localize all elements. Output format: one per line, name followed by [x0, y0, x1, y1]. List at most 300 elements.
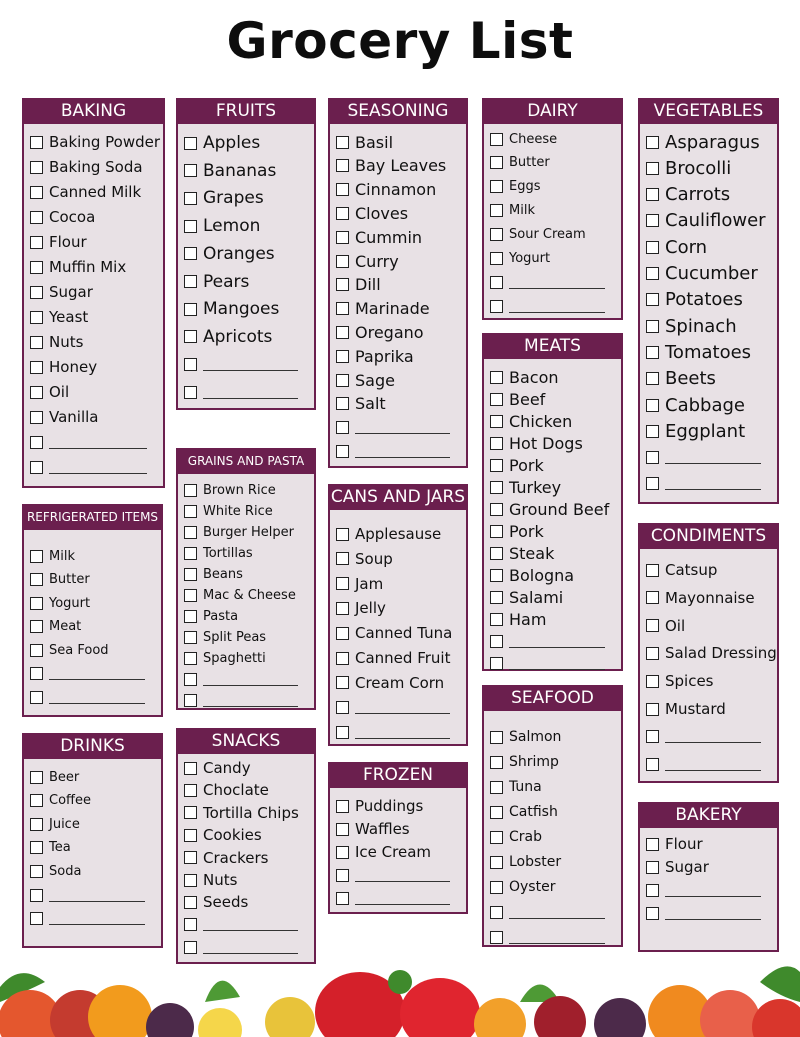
write-in-line[interactable]: [203, 694, 298, 707]
item-label: Mangoes: [203, 299, 280, 320]
list-item-salad-dressing: [646, 643, 777, 663]
item-label: Puddings: [355, 797, 424, 815]
list-item-cabbage: [646, 395, 771, 415]
checkbox[interactable]: [646, 477, 659, 490]
write-in-line[interactable]: [355, 869, 450, 882]
list-item-eggs: [490, 177, 615, 197]
item-label: Basil: [355, 132, 394, 152]
checkbox[interactable]: [336, 278, 349, 291]
list-item-cream-corn: [336, 673, 460, 693]
checkbox[interactable]: [30, 186, 43, 199]
checkbox[interactable]: [490, 806, 503, 819]
checkbox[interactable]: [184, 164, 197, 177]
list-item-oyster: [490, 877, 615, 897]
checkbox[interactable]: [30, 794, 43, 807]
checkbox[interactable]: [336, 136, 349, 149]
list-item-butter: [490, 153, 615, 173]
checkbox[interactable]: [336, 183, 349, 196]
item-label: Baking Powder: [49, 133, 161, 151]
checkbox[interactable]: [30, 573, 43, 586]
list-item-curry: [336, 251, 460, 271]
list-header: CANS AND JARS: [328, 484, 468, 510]
list-item-split-peas: [184, 627, 308, 647]
blank-list-item: [490, 296, 615, 316]
checkbox[interactable]: [336, 869, 349, 882]
blank-list-item: [30, 457, 157, 477]
item-label: Sage: [355, 370, 395, 390]
list-item-potatoes: [646, 290, 771, 310]
checkbox[interactable]: [30, 620, 43, 633]
item-label: Muffin Mix: [49, 258, 127, 276]
blank-list-item: [184, 690, 308, 710]
checkbox[interactable]: [490, 481, 503, 494]
item-label: Milk: [49, 548, 75, 564]
checkbox[interactable]: [184, 610, 197, 623]
checkbox[interactable]: [646, 293, 659, 306]
checkbox[interactable]: [490, 228, 503, 241]
item-label: Cookies: [203, 826, 262, 845]
list-item-salmon: [490, 727, 615, 747]
list-item-beets: [646, 369, 771, 389]
checkbox[interactable]: [490, 371, 503, 384]
item-label: Pears: [203, 271, 250, 292]
item-label: Brocolli: [665, 157, 732, 179]
list-item-canned-tuna: [336, 623, 460, 643]
checkbox[interactable]: [30, 771, 43, 784]
list-header: MEATS: [482, 333, 623, 359]
item-label: Grapes: [203, 188, 264, 209]
checkbox[interactable]: [30, 136, 43, 149]
checkbox[interactable]: [30, 597, 43, 610]
checkbox[interactable]: [184, 829, 197, 842]
list-item-honey: [30, 357, 157, 377]
checkbox[interactable]: [646, 703, 659, 716]
checkbox[interactable]: [184, 330, 197, 343]
item-label: Ice Cream: [355, 843, 432, 861]
list-item-pasta: [184, 606, 308, 626]
list-item-cloves: [336, 203, 460, 223]
list-item-turkey: [490, 477, 615, 497]
checkbox[interactable]: [30, 436, 43, 449]
checkbox[interactable]: [646, 214, 659, 227]
list-header: FROZEN: [328, 762, 468, 788]
checkbox[interactable]: [184, 806, 197, 819]
checkbox[interactable]: [646, 591, 659, 604]
checkbox[interactable]: [490, 156, 503, 169]
write-in-line[interactable]: [665, 758, 761, 771]
list-fruits: [176, 98, 316, 410]
write-in-line[interactable]: [203, 918, 298, 931]
checkbox[interactable]: [336, 577, 349, 590]
item-label: Tortilla Chips: [203, 803, 299, 822]
checkbox[interactable]: [184, 694, 197, 707]
list-item-bay-leaves: [336, 156, 460, 176]
checkbox[interactable]: [646, 425, 659, 438]
checkbox[interactable]: [646, 564, 659, 577]
item-label: Asparagus: [665, 131, 760, 153]
checkbox[interactable]: [30, 841, 43, 854]
item-label: Lobster: [509, 854, 562, 870]
checkbox[interactable]: [336, 846, 349, 859]
checkbox[interactable]: [336, 302, 349, 315]
list-item-sour-cream: [490, 225, 615, 245]
list-item-catsup: [646, 560, 771, 580]
checkbox[interactable]: [490, 204, 503, 217]
checkbox[interactable]: [490, 831, 503, 844]
item-label: Oil: [49, 383, 70, 401]
item-label: Tomatoes: [665, 341, 752, 363]
checkbox[interactable]: [184, 652, 197, 665]
checkbox[interactable]: [184, 896, 197, 909]
checkbox[interactable]: [184, 874, 197, 887]
checkbox[interactable]: [490, 393, 503, 406]
list-item-yogurt: [30, 593, 155, 613]
item-label: Ham: [509, 609, 547, 629]
checkbox[interactable]: [336, 602, 349, 615]
write-in-line[interactable]: [665, 477, 761, 490]
checkbox[interactable]: [30, 644, 43, 657]
list-header: GRAINS AND PASTA: [176, 448, 316, 474]
item-label: Salmon: [509, 729, 562, 745]
checkbox[interactable]: [184, 673, 197, 686]
item-label: Coffee: [49, 793, 91, 809]
checkbox[interactable]: [184, 247, 197, 260]
list-meats: [482, 333, 623, 671]
item-label: Cinnamon: [355, 180, 437, 200]
checkbox[interactable]: [490, 133, 503, 146]
item-label: Butter: [509, 155, 550, 171]
checkbox[interactable]: [30, 361, 43, 374]
checkbox[interactable]: [336, 374, 349, 387]
list-header: DRINKS: [22, 733, 163, 759]
checkbox[interactable]: [646, 241, 659, 254]
checkbox[interactable]: [490, 569, 503, 582]
checkbox[interactable]: [336, 627, 349, 640]
checkbox[interactable]: [184, 137, 197, 150]
checkbox[interactable]: [30, 865, 43, 878]
write-in-line[interactable]: [203, 673, 298, 686]
checkbox[interactable]: [646, 267, 659, 280]
list-item-pork: [490, 521, 615, 541]
checkbox[interactable]: [646, 861, 659, 874]
blank-list-item: [490, 653, 615, 673]
checkbox[interactable]: [336, 528, 349, 541]
checkbox[interactable]: [490, 731, 503, 744]
checkbox[interactable]: [336, 552, 349, 565]
item-label: Candy: [203, 759, 251, 777]
blank-list-item: [646, 474, 771, 494]
list-item-chicken: [490, 411, 615, 431]
write-in-line[interactable]: [509, 635, 605, 648]
list-item-paprika: [336, 346, 460, 366]
checkbox[interactable]: [490, 415, 503, 428]
list-cans-and-jars: [328, 484, 468, 746]
item-label: Canned Tuna: [355, 624, 453, 643]
item-label: Sour Cream: [509, 227, 586, 243]
blank-list-item: [30, 687, 155, 707]
write-in-line[interactable]: [355, 701, 450, 714]
checkbox[interactable]: [184, 484, 197, 497]
checkbox[interactable]: [490, 459, 503, 472]
item-label: Nuts: [49, 333, 84, 351]
checkbox[interactable]: [336, 255, 349, 268]
checkbox[interactable]: [30, 550, 43, 563]
checkbox[interactable]: [30, 236, 43, 249]
checkbox[interactable]: [646, 136, 659, 149]
checkbox[interactable]: [184, 192, 197, 205]
blank-list-item: [336, 888, 460, 908]
checkbox[interactable]: [490, 503, 503, 516]
checkbox[interactable]: [490, 856, 503, 869]
checkbox[interactable]: [646, 758, 659, 771]
checkbox[interactable]: [646, 730, 659, 743]
list-item-catfish: [490, 802, 615, 822]
checkbox[interactable]: [336, 445, 349, 458]
item-label: Lemon: [203, 216, 261, 237]
item-label: Canned Fruit: [355, 649, 451, 667]
blank-list-item: [184, 915, 308, 935]
write-in-line[interactable]: [49, 912, 145, 925]
write-in-line[interactable]: [665, 730, 761, 743]
item-label: Oyster: [509, 879, 556, 895]
checkbox[interactable]: [490, 437, 503, 450]
item-label: Catsup: [665, 561, 718, 579]
list-item-ice-cream: [336, 842, 460, 862]
item-label: Milk: [509, 203, 535, 219]
write-in-line[interactable]: [509, 300, 605, 313]
list-item-brown-rice: [184, 480, 308, 500]
list-item-apricots: [184, 327, 308, 347]
item-label: Brown Rice: [203, 482, 276, 498]
checkbox[interactable]: [646, 884, 659, 897]
checkbox[interactable]: [646, 451, 659, 464]
checkbox[interactable]: [490, 635, 503, 648]
item-label: Yogurt: [49, 595, 91, 611]
item-label: White Rice: [203, 503, 273, 519]
page-title: Grocery List: [226, 12, 574, 70]
checkbox[interactable]: [184, 568, 197, 581]
checkbox[interactable]: [490, 906, 503, 919]
checkbox[interactable]: [184, 386, 197, 399]
list-item-white-rice: [184, 501, 308, 521]
checkbox[interactable]: [336, 676, 349, 689]
item-label: Sugar: [49, 283, 93, 301]
list-header: DAIRY: [482, 98, 623, 124]
checkbox[interactable]: [336, 726, 349, 739]
checkbox[interactable]: [490, 252, 503, 265]
checkbox[interactable]: [490, 881, 503, 894]
item-label: Soda: [49, 863, 82, 879]
list-item-burger-helper: [184, 522, 308, 542]
checkbox[interactable]: [336, 159, 349, 172]
checkbox[interactable]: [336, 231, 349, 244]
write-in-line[interactable]: [355, 726, 450, 739]
checkbox[interactable]: [30, 311, 43, 324]
item-label: Canned Milk: [49, 183, 142, 201]
checkbox[interactable]: [30, 336, 43, 349]
checkbox[interactable]: [184, 303, 197, 316]
list-item-sage: [336, 370, 460, 390]
checkbox[interactable]: [646, 162, 659, 175]
item-label: Chicken: [509, 411, 573, 431]
checkbox[interactable]: [184, 762, 197, 775]
item-label: Cream Corn: [355, 673, 445, 692]
checkbox[interactable]: [646, 619, 659, 632]
list-vegetables: [638, 98, 779, 504]
checkbox[interactable]: [30, 912, 43, 925]
checkbox[interactable]: [490, 180, 503, 193]
checkbox[interactable]: [184, 784, 197, 797]
checkbox[interactable]: [184, 851, 197, 864]
checkbox[interactable]: [646, 647, 659, 660]
checkbox[interactable]: [30, 261, 43, 274]
item-label: Sugar: [665, 858, 709, 876]
checkbox[interactable]: [30, 818, 43, 831]
checkbox[interactable]: [336, 397, 349, 410]
write-in-line[interactable]: [203, 386, 298, 399]
list-item-oregano: [336, 322, 460, 342]
checkbox[interactable]: [490, 756, 503, 769]
write-in-line[interactable]: [49, 461, 147, 474]
checkbox[interactable]: [490, 300, 503, 313]
checkbox[interactable]: [336, 350, 349, 363]
checkbox[interactable]: [184, 505, 197, 518]
checkbox[interactable]: [30, 667, 43, 680]
write-in-line[interactable]: [665, 884, 761, 897]
checkbox[interactable]: [336, 800, 349, 813]
item-label: Shrimp: [509, 754, 559, 770]
list-drinks: [22, 733, 163, 948]
list-item-nuts: [30, 332, 157, 352]
list-bakery: [638, 802, 779, 952]
item-label: Steak: [509, 543, 555, 563]
write-in-line[interactable]: [49, 436, 147, 449]
list-item-flour: [30, 232, 157, 252]
write-in-line[interactable]: [355, 445, 450, 458]
list-item-spices: [646, 671, 771, 691]
checkbox[interactable]: [336, 326, 349, 339]
item-label: Vanilla: [49, 408, 99, 426]
list-item-mac-and-cheese: [184, 585, 308, 605]
checkbox[interactable]: [646, 320, 659, 333]
checkbox[interactable]: [646, 675, 659, 688]
write-in-line[interactable]: [49, 691, 145, 704]
checkbox[interactable]: [490, 547, 503, 560]
item-label: Paprika: [355, 346, 414, 366]
write-in-line[interactable]: [665, 451, 761, 464]
checkbox[interactable]: [184, 358, 197, 371]
checkbox[interactable]: [646, 372, 659, 385]
write-in-line[interactable]: [355, 892, 450, 905]
list-item-juice: [30, 814, 155, 834]
checkbox[interactable]: [336, 701, 349, 714]
checkbox[interactable]: [490, 613, 503, 626]
list-item-crackers: [184, 848, 308, 868]
checkbox[interactable]: [336, 652, 349, 665]
checkbox[interactable]: [184, 918, 197, 931]
list-item-cookies: [184, 825, 308, 845]
checkbox[interactable]: [30, 461, 43, 474]
checkbox[interactable]: [336, 823, 349, 836]
item-label: Mustard: [665, 700, 726, 718]
item-label: Salt: [355, 394, 386, 414]
checkbox[interactable]: [490, 276, 503, 289]
write-in-line[interactable]: [665, 907, 761, 920]
checkbox[interactable]: [30, 386, 43, 399]
list-item-tomatoes: [646, 342, 771, 362]
list-header: BAKERY: [638, 802, 779, 828]
checkbox[interactable]: [184, 220, 197, 233]
checkbox[interactable]: [490, 591, 503, 604]
checkbox[interactable]: [646, 188, 659, 201]
checkbox[interactable]: [30, 411, 43, 424]
list-refrigerated-items: [22, 504, 163, 717]
item-label: Hot Dogs: [509, 433, 583, 453]
checkbox[interactable]: [184, 547, 197, 560]
write-in-line[interactable]: [509, 906, 605, 919]
blank-list-item: [646, 903, 771, 923]
write-in-line[interactable]: [203, 358, 298, 371]
checkbox[interactable]: [30, 691, 43, 704]
write-in-line[interactable]: [355, 421, 450, 434]
list-header: CONDIMENTS: [638, 523, 779, 549]
list-item-soup: [336, 549, 460, 569]
checkbox[interactable]: [336, 892, 349, 905]
list-item-salt: [336, 394, 460, 414]
list-item-pears: [184, 272, 308, 292]
write-in-line[interactable]: [49, 889, 145, 902]
list-header: BAKING: [22, 98, 165, 124]
checkbox[interactable]: [30, 286, 43, 299]
list-item-milk: [490, 201, 615, 221]
item-label: Crab: [509, 829, 542, 845]
list-item-puddings: [336, 796, 460, 816]
checkbox[interactable]: [490, 781, 503, 794]
checkbox[interactable]: [646, 838, 659, 851]
checkbox[interactable]: [184, 275, 197, 288]
item-label: Spices: [665, 672, 714, 691]
checkbox[interactable]: [30, 211, 43, 224]
checkbox[interactable]: [490, 657, 503, 670]
item-label: Applesause: [355, 525, 442, 543]
checkbox[interactable]: [30, 161, 43, 174]
list-item-baking-powder: [30, 132, 161, 152]
blank-list-item: [646, 448, 771, 468]
write-in-line[interactable]: [509, 657, 605, 670]
item-label: Waffles: [355, 820, 410, 838]
blank-list-item: [646, 755, 771, 775]
checkbox[interactable]: [646, 399, 659, 412]
checkbox[interactable]: [336, 207, 349, 220]
list-item-waffles: [336, 819, 460, 839]
item-label: Cucumber: [665, 263, 758, 284]
write-in-line[interactable]: [509, 276, 605, 289]
checkbox[interactable]: [646, 346, 659, 359]
item-label: Cabbage: [665, 394, 745, 416]
checkbox[interactable]: [184, 526, 197, 539]
checkbox[interactable]: [336, 421, 349, 434]
item-label: Salad Dressing: [665, 644, 777, 663]
checkbox[interactable]: [490, 525, 503, 538]
write-in-line[interactable]: [49, 667, 145, 680]
checkbox[interactable]: [30, 889, 43, 902]
item-label: Beets: [665, 368, 716, 390]
list-item-hot-dogs: [490, 433, 615, 453]
checkbox[interactable]: [184, 589, 197, 602]
checkbox[interactable]: [646, 907, 659, 920]
checkbox[interactable]: [184, 631, 197, 644]
list-header: FRUITS: [176, 98, 316, 124]
